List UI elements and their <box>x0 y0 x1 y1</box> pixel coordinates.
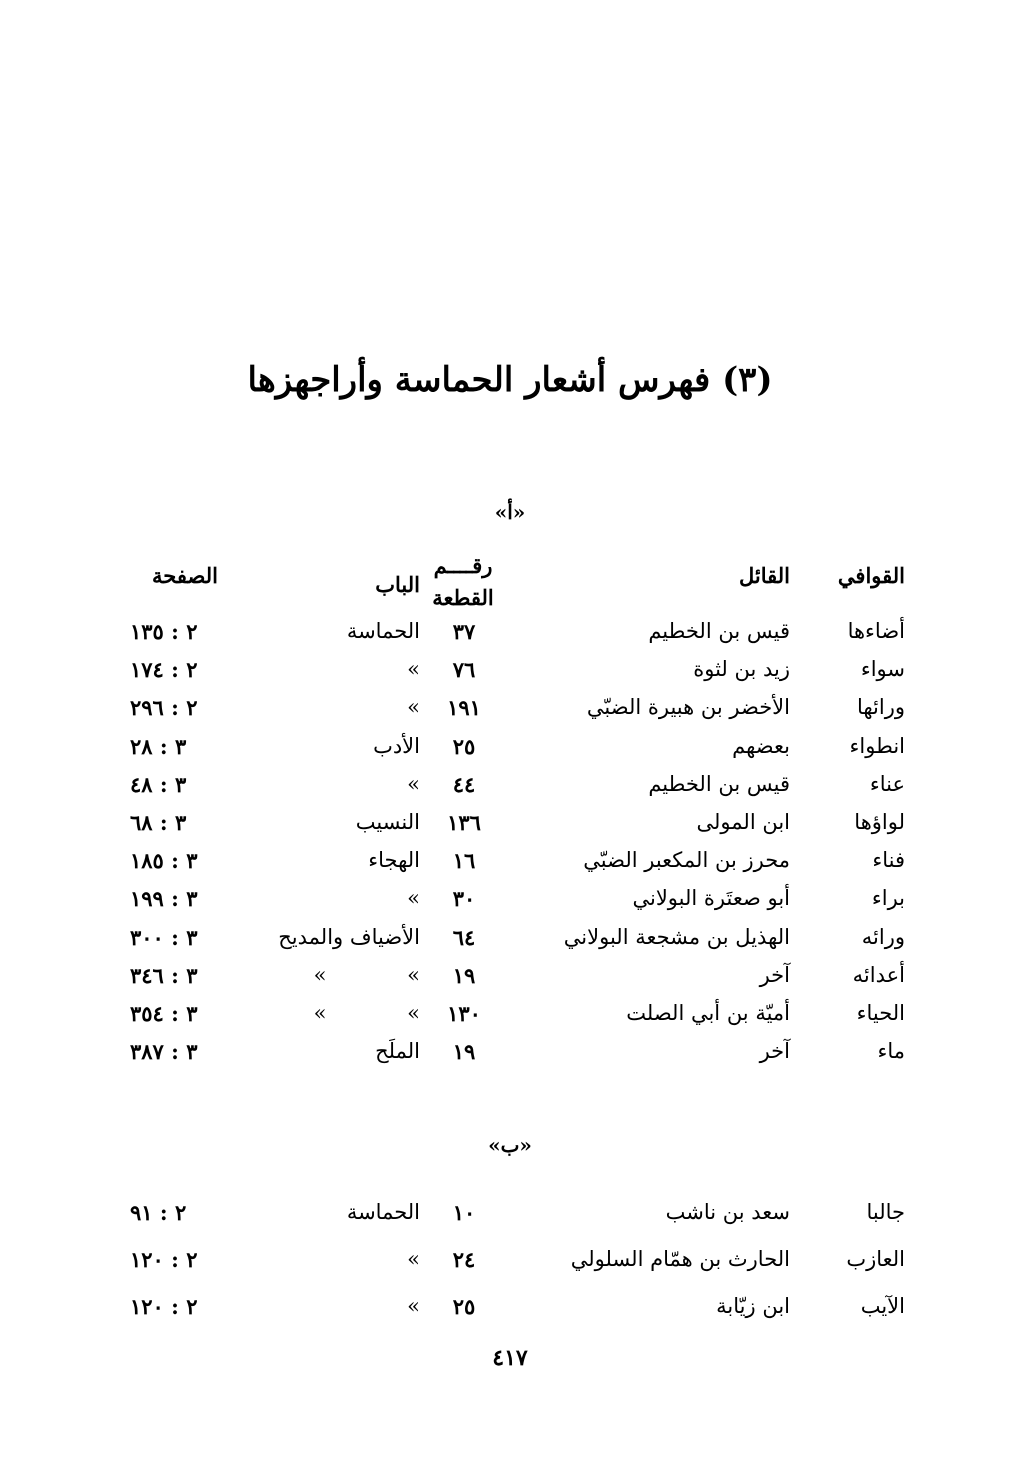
table-row <box>0 734 1020 770</box>
piece-number-cell: ١٣٦ <box>447 810 481 835</box>
piece-number-cell: ٢٥ <box>452 1294 476 1319</box>
section-letter-alef: «أ» <box>494 500 526 524</box>
chapter-cell: النسيب <box>355 810 420 834</box>
table-row <box>0 1200 1020 1236</box>
poet-cell: بعضهم <box>732 733 790 758</box>
page-reference-cell: ٢ : ١٢٠ <box>130 1247 198 1272</box>
chapter-cell: الأضياف والمديح <box>278 924 420 949</box>
page-reference-cell: ٣ : ٤٨ <box>130 771 187 797</box>
poet-cell: آخر <box>759 1039 790 1064</box>
piece-number-cell: ٧٦ <box>452 657 476 683</box>
chapter-cell: » <box>407 657 420 682</box>
header-page: الصفحة <box>152 563 218 588</box>
poet-cell: أميّة بن أبي الصلت <box>626 1001 790 1025</box>
chapter-cell: » <box>407 1247 420 1271</box>
header-poet: القائل <box>738 563 790 588</box>
rhyme-cell: عناء <box>869 771 905 796</box>
table-row <box>0 810 1020 846</box>
page-title: (٣) فهرس أشعار الحماسة وأراجهزها <box>247 360 773 400</box>
poet-cell: الحارث بن همّام السلولي <box>570 1247 790 1271</box>
chapter-cell: » <box>407 1294 420 1318</box>
header-rhyme: القوافي <box>837 563 905 588</box>
table-row <box>0 1247 1020 1283</box>
piece-number-cell: ١٩١ <box>447 695 481 721</box>
table-row <box>0 619 1020 655</box>
piece-number-cell: ٣٠ <box>452 886 476 912</box>
rhyme-cell: فناء <box>872 848 905 873</box>
page-reference-cell: ٢ : ٩١ <box>130 1200 187 1225</box>
rhyme-cell: انطواء <box>849 733 905 758</box>
table-row <box>0 1039 1020 1075</box>
poet-cell: الهذيل بن مشجعة البولاني <box>563 924 790 949</box>
page-reference-cell: ٣ : ١٩٩ <box>130 886 198 912</box>
page-reference-cell: ٣ : ٢٨ <box>130 733 187 759</box>
page-reference-cell: ٣ : ١٨٥ <box>130 848 198 874</box>
chapter-ditto-cell: » <box>313 1001 327 1025</box>
rhyme-cell: لواؤها <box>854 810 905 834</box>
table-row <box>0 963 1020 999</box>
chapter-cell: الحماسة <box>346 619 420 643</box>
piece-number-cell: ١٩ <box>452 1039 476 1065</box>
chapter-cell: » <box>407 962 420 987</box>
page-reference-cell: ٣ : ٣٨٧ <box>130 1039 198 1065</box>
rhyme-cell: ورائها <box>856 695 905 720</box>
piece-number-cell: ٤٤ <box>452 771 476 797</box>
rhyme-cell: ماء <box>877 1039 905 1064</box>
table-row <box>0 925 1020 961</box>
table-row <box>0 886 1020 922</box>
rhyme-cell: أضاءها <box>847 619 905 643</box>
piece-number-cell: ٢٥ <box>452 733 476 759</box>
chapter-cell: » <box>407 886 420 911</box>
page-number: ٤١٧ <box>492 1345 528 1371</box>
chapter-cell: الملَح <box>375 1039 420 1064</box>
table-row <box>0 772 1020 808</box>
poet-cell: ابن المولى <box>696 810 790 834</box>
table-row <box>0 1001 1020 1037</box>
poet-cell: قيس بن الخطيم <box>648 771 790 796</box>
poet-cell: ابن زيّابة <box>716 1294 790 1318</box>
rhyme-cell: الآيب <box>860 1294 905 1318</box>
page-reference-cell: ٣ : ٦٨ <box>130 810 187 835</box>
chapter-cell: » <box>407 1001 420 1025</box>
piece-number-cell: ١٩ <box>452 962 476 988</box>
piece-number-cell: ٢٤ <box>452 1247 476 1272</box>
rhyme-cell: أعدائه <box>852 962 905 987</box>
page-reference-cell: ٣ : ٣٥٤ <box>130 1001 198 1026</box>
table-row <box>0 695 1020 731</box>
page-reference-cell: ٢ : ١٢٠ <box>130 1294 198 1319</box>
rhyme-cell: سواء <box>860 657 905 682</box>
piece-number-cell: ٦٤ <box>452 924 476 950</box>
chapter-cell: » <box>407 771 420 796</box>
table-row <box>0 1294 1020 1330</box>
page-reference-cell: ٣ : ٣٤٦ <box>130 962 198 988</box>
poet-cell: الأخضر بن هبيرة الضبّي <box>586 695 790 720</box>
poet-cell: أبو صعتَرة البولاني <box>632 886 790 911</box>
page-reference-cell: ٢ : ١٧٤ <box>130 657 198 683</box>
page-reference-cell: ٢ : ١٣٥ <box>130 619 198 644</box>
rhyme-cell: العازب <box>846 1247 905 1271</box>
chapter-cell: » <box>407 695 420 720</box>
page-reference-cell: ٣ : ٣٠٠ <box>130 924 198 950</box>
header-chapter: الباب <box>375 572 420 597</box>
page-reference-cell: ٢ : ٢٩٦ <box>130 695 198 721</box>
header-num-bottom: القطعة <box>432 585 494 610</box>
poet-cell: محرز بن المكعبر الضبّي <box>583 848 790 873</box>
piece-number-cell: ١٣٠ <box>447 1001 481 1026</box>
table-row <box>0 657 1020 693</box>
poet-cell: آخر <box>759 962 790 987</box>
chapter-ditto-cell: » <box>313 962 327 987</box>
poet-cell: سعد بن ناشب <box>665 1200 790 1224</box>
table-row <box>0 848 1020 884</box>
chapter-cell: الأدب <box>373 733 420 758</box>
piece-number-cell: ١٦ <box>452 848 476 874</box>
poet-cell: قيس بن الخطيم <box>648 619 790 643</box>
section-letter-ba: «ب» <box>488 1133 532 1157</box>
piece-number-cell: ٣٧ <box>452 619 476 644</box>
rhyme-cell: براء <box>871 886 905 911</box>
poet-cell: زيد بن لثوة <box>693 657 790 682</box>
rhyme-cell: جالبا <box>866 1200 905 1224</box>
header-num-top: رقــــم <box>433 553 493 578</box>
chapter-cell: الحماسة <box>346 1200 420 1224</box>
rhyme-cell: الحياء <box>856 1001 905 1025</box>
piece-number-cell: ١٠ <box>452 1200 476 1225</box>
chapter-cell: الهجاء <box>368 848 420 873</box>
rhyme-cell: ورائه <box>861 924 905 949</box>
